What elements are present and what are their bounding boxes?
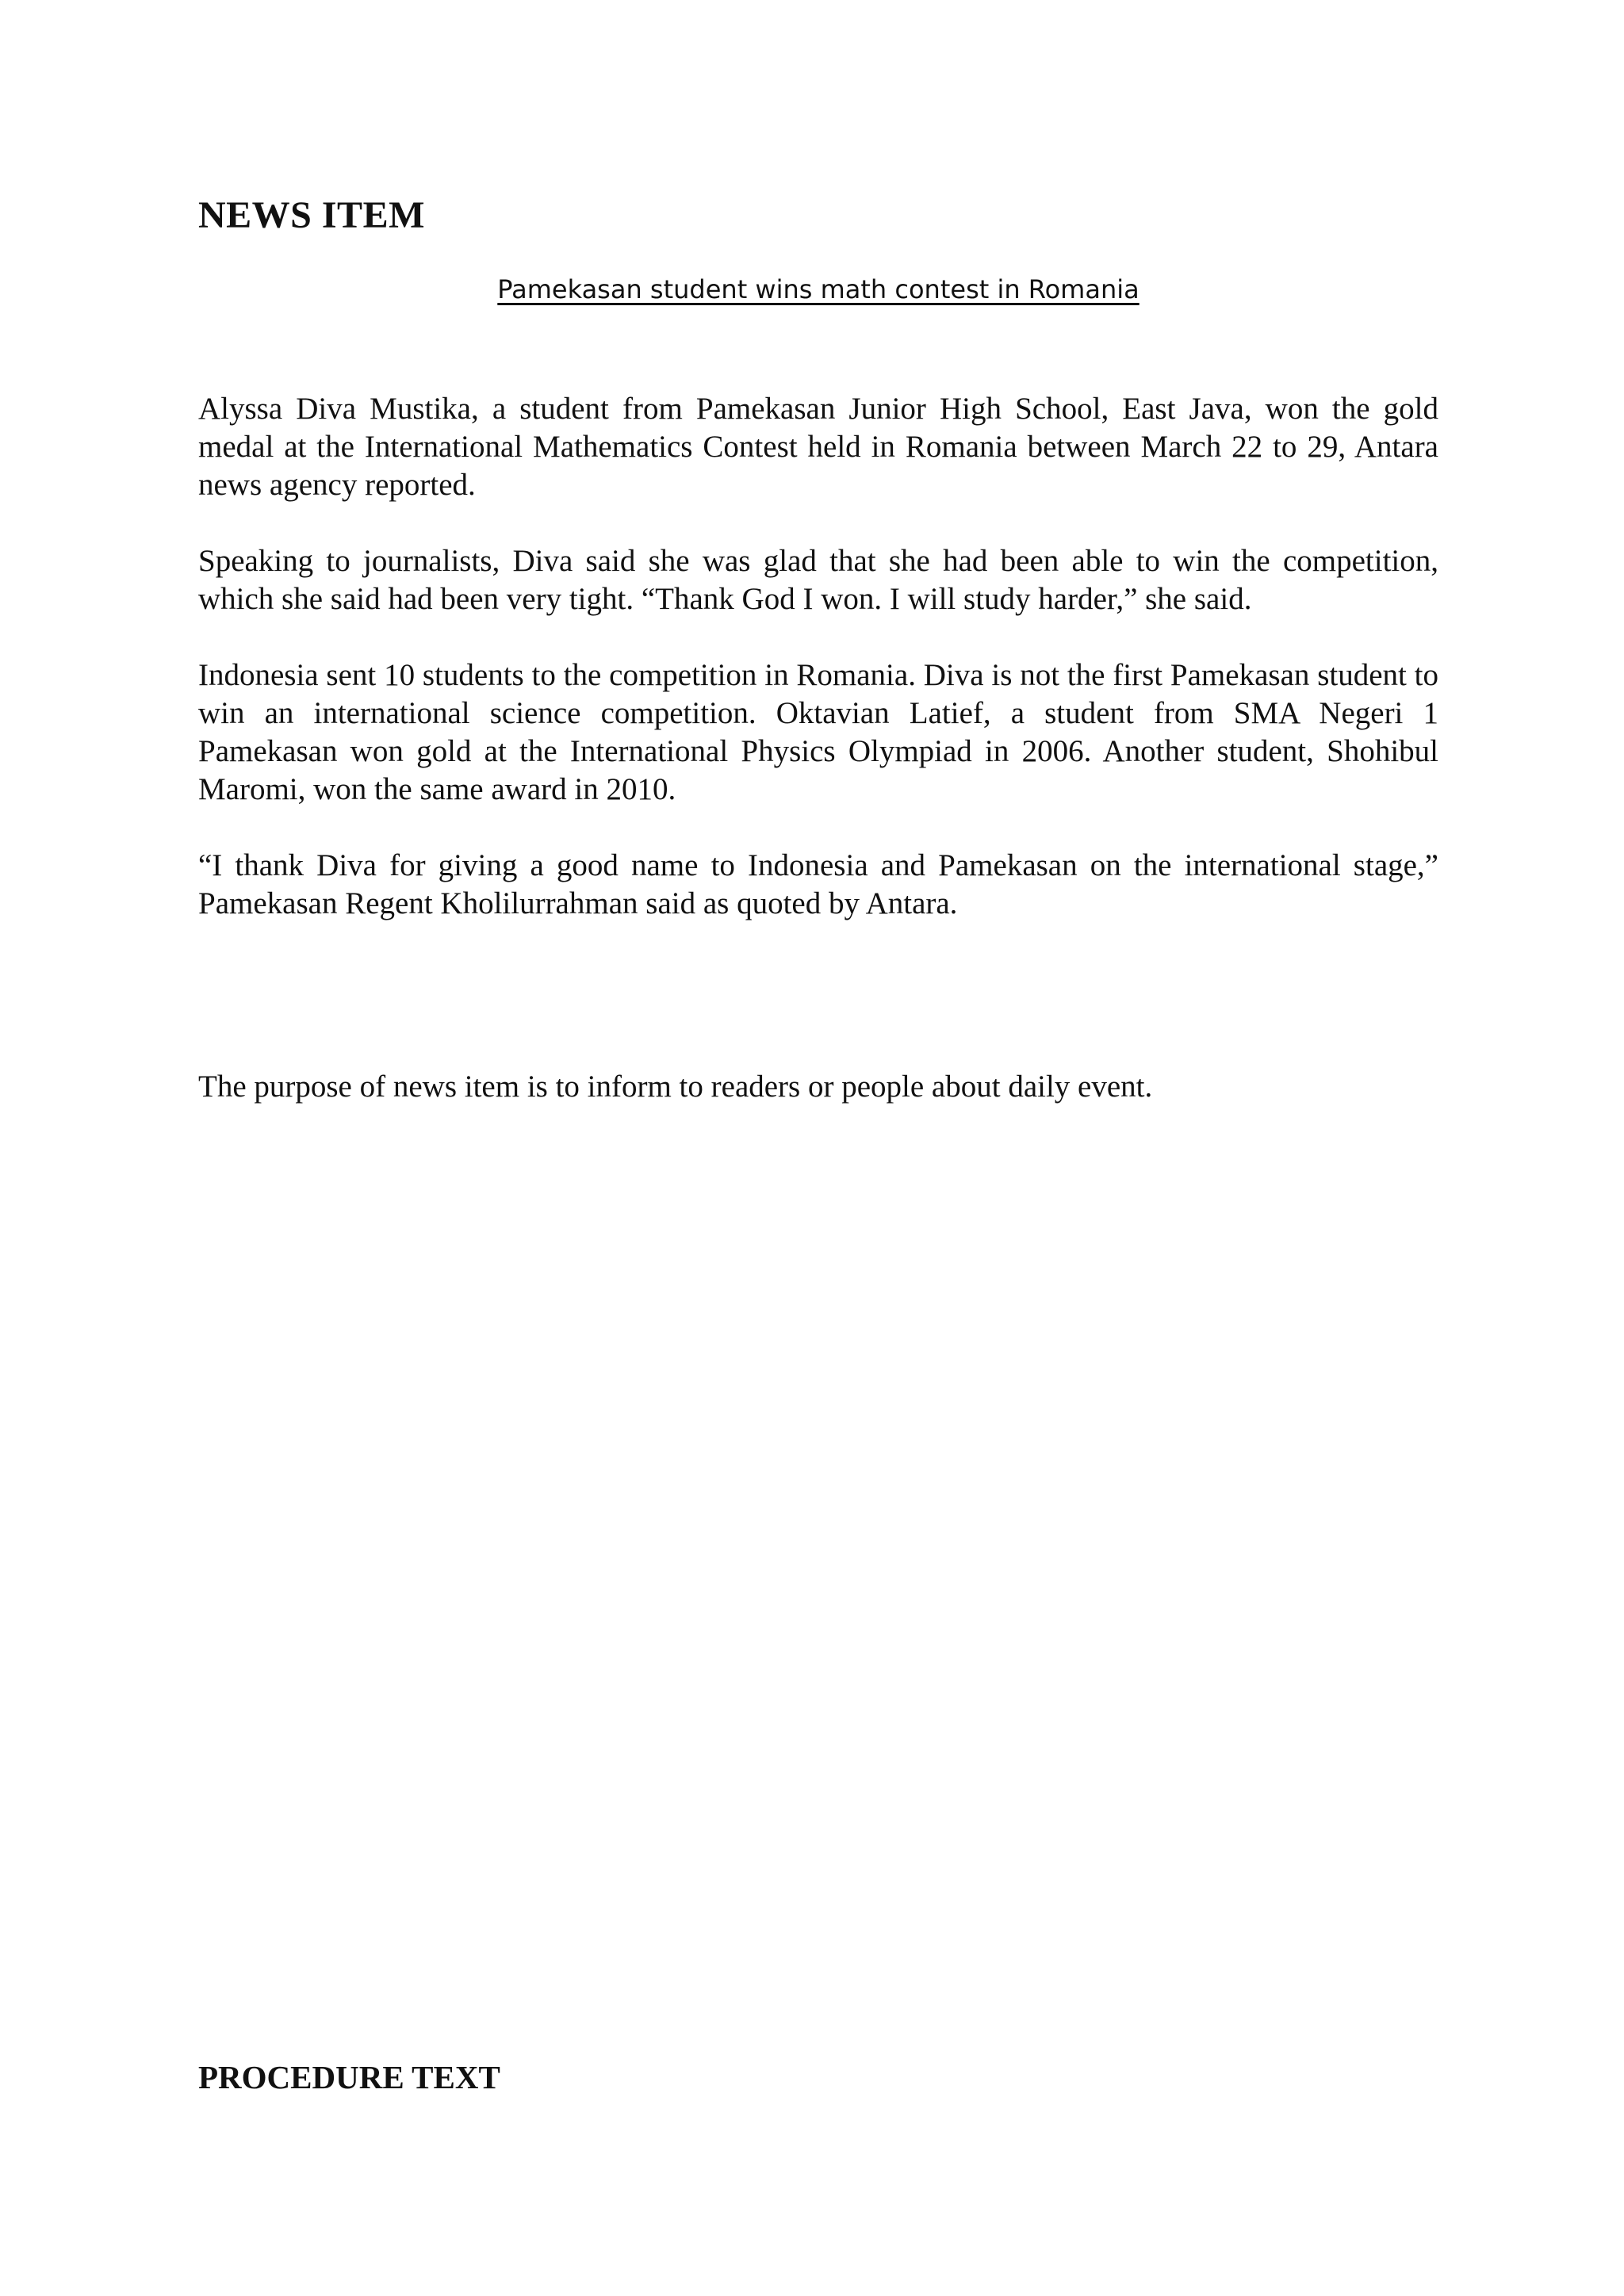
procedure-text-heading: PROCEDURE TEXT <box>198 2059 500 2095</box>
article-paragraph-2: Speaking to journalists, Diva said she was glad that she had been able to win the competition, which she said had been very tight. “Thank God I won. I will study harder,” she said. <box>198 544 1438 616</box>
purpose-statement: The purpose of news item is to inform to readers or people about daily event. <box>198 1070 1153 1104</box>
article-paragraph-3: Indonesia sent 10 students to the competition in Romania. Diva is not the first Pamekasan student to win an international science competition. Oktavian Latief, a student from SMA Negeri 1 Pamekasan won gold at the International Physics Olympiad in 2006. Another student, Shohibul Maromi, won the same award in 2010. <box>198 658 1438 806</box>
article-paragraph-4: “I thank Diva for giving a good name to Indonesia and Pamekasan on the international stage,” Pamekasan Regent Kholilurrahman said as quoted by Antara. <box>198 848 1438 920</box>
news-item-heading: NEWS ITEM <box>198 194 425 236</box>
article-paragraph-1: Alyssa Diva Mustika, a student from Pamekasan Junior High School, East Java, won the gold medal at the International Mathematics Contest held in Romania between March 22 to 29, Antara news agency reported. <box>198 392 1438 502</box>
article-title: Pamekasan student wins math contest in Romania <box>497 274 1139 304</box>
